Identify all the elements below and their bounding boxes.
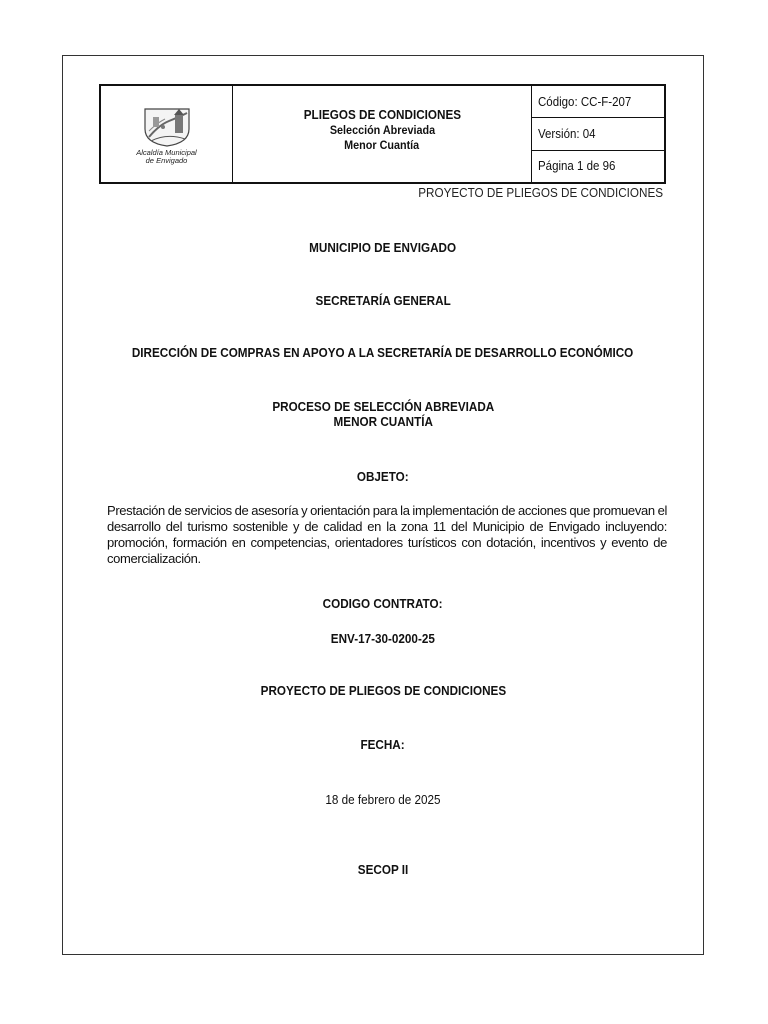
codigo-contrato-text: ENV-17-30-0200-25 <box>330 631 436 646</box>
municipal-seal-logo <box>141 103 193 147</box>
meta-cell <box>532 86 664 182</box>
document-header-table <box>99 84 666 184</box>
objeto-label-text: OBJETO: <box>357 469 409 484</box>
codigo-value: Código: CC-F-207 <box>538 94 632 109</box>
proceso-heading-line2 <box>62 414 704 430</box>
objeto-label <box>62 469 704 485</box>
fecha-label-text: FECHA: <box>360 737 406 752</box>
document-subtitle-2: Menor Cuantía <box>344 138 420 152</box>
pagina-row <box>532 151 664 182</box>
municipio-heading <box>62 240 704 256</box>
direccion-text: DIRECCIÓN DE COMPRAS EN APOYO A LA SECRETARÍA DE DESARROLLO ECONÓMICO <box>132 345 634 360</box>
version-row <box>532 118 664 150</box>
proyecto-text: PROYECTO DE PLIEGOS DE CONDICIONES <box>260 683 506 698</box>
document-subtitle-1: Selección Abreviada <box>329 123 435 137</box>
secretaria-heading <box>62 293 704 309</box>
proyecto-heading <box>62 683 704 699</box>
version-value: Versión: 04 <box>538 126 596 141</box>
proceso-text-1: PROCESO DE SELECCIÓN ABREVIADA <box>272 399 494 414</box>
municipio-text: MUNICIPIO DE ENVIGADO <box>309 240 457 255</box>
logo-caption-line1: Alcaldía Municipal <box>136 148 197 157</box>
secretaria-text: SECRETARÍA GENERAL <box>315 293 451 308</box>
logo-caption-line2: de Envigado <box>145 156 188 165</box>
codigo-contrato-value <box>62 631 704 647</box>
objeto-paragraph: Prestación de servicios de asesoría y orientación para la implementación de acciones que promuevan el desarrollo del turismo sostenible y de calidad en la zona 11 del Municipio de Envigado incluyendo: promoción, formación en competencias, orientadores turísticos con dotación, incentivos y evento de comercialización. <box>107 503 667 566</box>
logo-cell <box>101 86 233 182</box>
fecha-label <box>62 737 704 753</box>
title-cell <box>233 86 532 182</box>
codigo-contrato-label-text: CODIGO CONTRATO: <box>323 596 443 611</box>
direccion-heading <box>62 345 704 361</box>
fecha-text: 18 de febrero de 2025 <box>325 792 441 807</box>
logo-caption <box>136 149 196 165</box>
pagina-value: Página 1 de 96 <box>538 159 616 174</box>
document-title: PLIEGOS DE CONDICIONES <box>303 107 461 122</box>
proceso-text-2: MENOR CUANTÍA <box>333 414 433 429</box>
codigo-row <box>532 86 664 118</box>
fecha-value <box>62 792 704 808</box>
codigo-contrato-label <box>62 596 704 612</box>
proceso-heading-line1 <box>62 399 704 415</box>
secop-heading <box>62 862 704 878</box>
secop-text: SECOP II <box>357 862 409 877</box>
running-head: PROYECTO DE PLIEGOS DE CONDICIONES <box>418 185 663 200</box>
